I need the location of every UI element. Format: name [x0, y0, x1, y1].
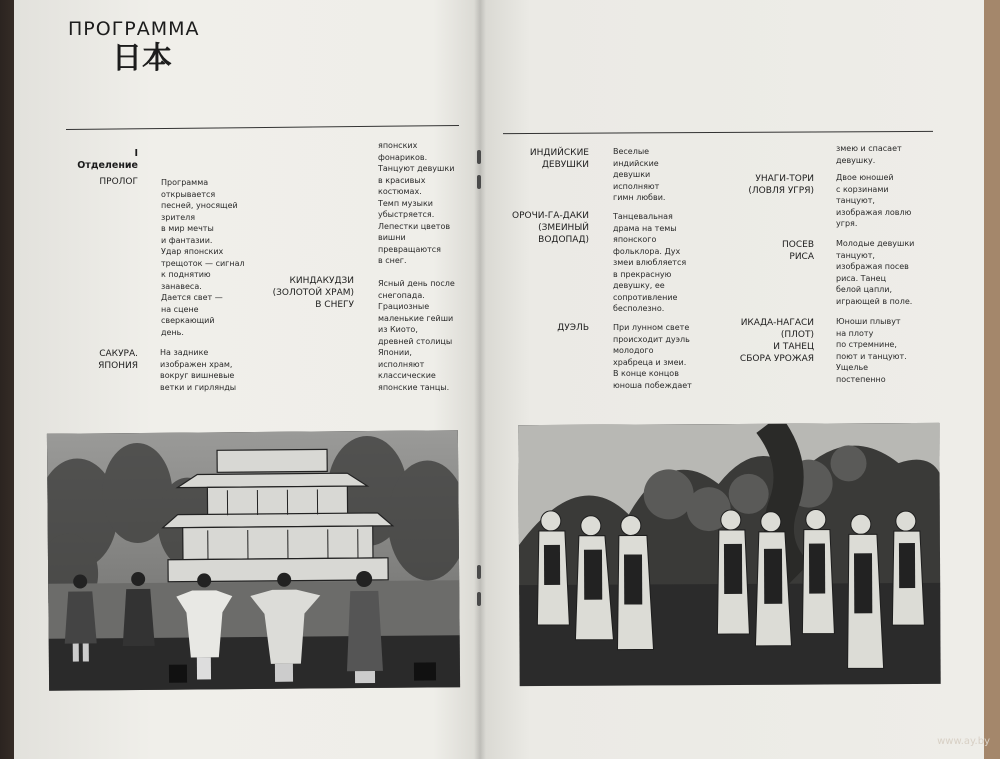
item-heading-indian-girls: ИНДИЙСКИЕ ДЕВУШКИ [529, 148, 589, 170]
section-number: I [134, 148, 138, 159]
item-text-unagi: Двое юношей с корзинами танцуют, изображая ловлю угря. [836, 173, 912, 228]
item-text-kindakudzi: Ясный день после снегопада. Грациозные маленькие гейши из Киото, древней столицы Японии, исполняют классические японские танцы. [378, 279, 455, 392]
item-text-duel-cont: змею и спасает девушку. [836, 144, 902, 165]
item-text-orochi: Танцевальная драма на темы японского фольклора. Дух змеи влюбляется в прекрасную девушку, ее сопротивление бесполезно. [613, 212, 687, 313]
item-heading-prologue: ПРОЛОГ [99, 177, 138, 187]
program-title: ПРОГРАММА [68, 18, 200, 40]
item-heading-orochi: ОРОЧИ-ГА-ДАКИ (ЗМЕИНЫЙ ВОДОПАД) [512, 211, 589, 245]
item-text-duel: При лунном свете происходит дуэль молодого храбреца и змеи. В конце концов юноша побеждает [613, 323, 692, 390]
item-text-prologue: Программа открывается песней, уносящей зрителя в мир мечты и фантазии. Удар японских трещоток — сигнал к поднятию занавеса. Дается свет — на сцене сверкающий день. [161, 178, 245, 337]
temple-dance-image [47, 430, 460, 691]
item-heading-kindakudzi: КИНДАКУДЗИ (ЗОЛОТОЙ ХРАМ) В СНЕГУ [272, 276, 354, 310]
temple-dance-photo [47, 430, 460, 691]
item-heading-rice: ПОСЕВ РИСА [782, 240, 814, 262]
item-text-indian-girls: Веселые индийские девушки исполняют гимн любви. [613, 147, 666, 202]
item-text-rice: Молодые девушки танцуют, изображая посев риса. Танец белой цапли, играющей в поле. [836, 239, 915, 306]
item-heading-ikada: ИКАДА-НАГАСИ (ПЛОТ) И ТАНЕЦ СБОРА УРОЖАЯ [739, 318, 814, 364]
item-text-sakura-cont: японских фонариков. Танцуют девушки в красивых костюмах. Темп музыки убыстряется. Лепестки цветов вишни превращаются в снег. [378, 141, 455, 265]
item-heading-duel: ДУЭЛЬ [557, 323, 589, 333]
staple [477, 592, 481, 606]
item-heading-sakura: САКУРА. ЯПОНИЯ [98, 349, 138, 371]
section-label: Отделение [77, 160, 138, 171]
item-text-sakura: На заднике изображен храм, вокруг вишневые ветки и гирлянды [160, 348, 237, 392]
item-text-ikada: Юноши плывут на плоту по стремнине, поют и танцуют. Ущелье постепенно [836, 317, 907, 384]
snake-waterfall-image [518, 423, 940, 686]
kanji-logo: 日本 [112, 41, 172, 76]
watermark: www.ay.by [937, 736, 990, 747]
item-heading-unagi: УНАГИ-ТОРИ (ЛОВЛЯ УГРЯ) [748, 174, 814, 196]
snake-waterfall-dance-photo [518, 423, 940, 686]
staple [477, 565, 481, 579]
